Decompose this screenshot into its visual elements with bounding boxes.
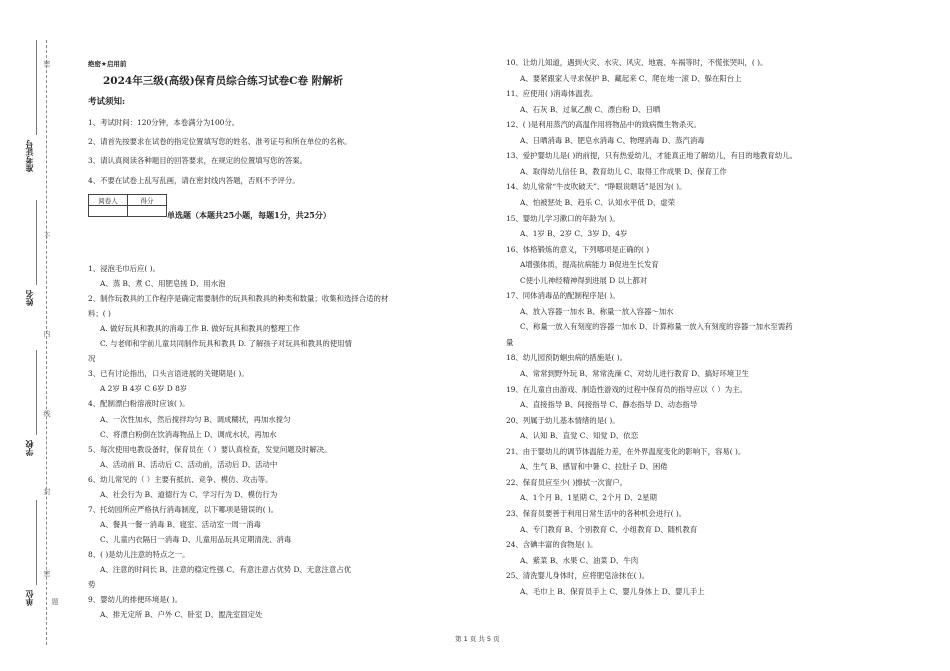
seal-char: 内	[43, 330, 51, 337]
question-line: 1、浸泡毛巾后应( )。	[88, 264, 160, 273]
question-line: 料；( )	[88, 309, 111, 319]
question-line: 13、爱护婴幼儿是( )的前提，只有热爱幼儿，才能真正地了解幼儿，有目的地教育幼儿。	[506, 151, 797, 161]
question-line: A、排无定所 B、户外 C、卧室 D、盥洗室固定处	[100, 610, 263, 620]
notice-line: 3、请认真阅读各种题目的回答要求，在规定的位置填写您的答案。	[88, 156, 308, 165]
question-line: C、儿童内衣隔日一消毒 D、儿童用品玩具定期清洗、消毒	[100, 534, 292, 544]
question-line: 22、保育员应至少( )擦拭一次窗户。	[506, 477, 627, 487]
exam-title: 2024年三级(高级)保育员综合练习试卷C卷 附解析	[103, 75, 344, 87]
question-line: A、餐具一餐一消毒 B、寝室、活动室一周一消毒	[100, 519, 261, 529]
score-table-score: 得分	[128, 195, 167, 206]
score-table	[88, 194, 167, 217]
question-line: C、将漂白粉倒在饮消毒物品上 D、调成水状，再加水	[100, 429, 277, 439]
notice-heading: 考试须知:	[88, 97, 126, 107]
question-line: A、常常到野外玩 B、常常洗澡 C、对幼儿进行教育 D、搞好环境卫生	[520, 369, 749, 378]
unit-blank	[36, 500, 37, 585]
question-line: 18、幼儿园预防蛔虫病的措施是( )。	[506, 353, 627, 363]
question-line: 19、在儿童自由游戏、制造性游戏的过程中保育员的指导应以（ ）为主。	[506, 384, 747, 394]
question-line: 24、含碘丰富的食物是( )。	[506, 540, 598, 550]
question-line: A、专门教育 B、个别教育 C、小组教育 D、随机教育	[520, 524, 698, 534]
question-line: A、取得幼儿信任 B、教育幼儿 C、取得工作成果 D、保育工作	[520, 166, 727, 176]
question-line: 25、清洗婴儿身体时，应将肥皂涂抹在( )。	[506, 571, 650, 581]
question-line: 3、已有讨论指出，口头言语进展的关键期是( )。	[88, 369, 249, 379]
question-line: 16、体格锻炼的意义，下列哪项是正确的( )	[506, 244, 650, 254]
question-line: A、直接指导 B、间接指导 C、静态指导 D、动态指导	[520, 400, 698, 410]
school-label: 学校	[25, 440, 34, 456]
question-line: 7、托幼园所应严格执行消毒制度，以下哪项是错误的( )。	[88, 504, 279, 514]
question-line: A. 做好玩具和教具的消毒工作 B. 做好玩具和教具的整理工作	[100, 324, 300, 334]
question-line: 17、同体消毒品的配制程序是( )。	[506, 291, 620, 301]
question-line: A、蒸 B、煮 C、用肥皂搓 D、用水泡	[100, 279, 226, 289]
question-line: 20、列属于幼儿基本情绪的是( )。	[506, 415, 620, 425]
school-blank	[36, 350, 37, 435]
question-line: A、日晒消毒 B、肥皂水消毒 C、物理消毒 D、蒸汽消毒	[520, 135, 705, 145]
question-line: 12、( )是利用蒸汽的高温作用将物品中的致病微生物杀灭。	[506, 120, 701, 130]
question-line: A、放入容器一加水 B、称量一放入容器～加水	[520, 306, 674, 316]
page-footer: 第 1 页 共 5 页	[455, 635, 500, 643]
question-line: 21、由于婴幼儿的调节体温能力差，在外界温度变化的影响下，容易( )。	[506, 446, 746, 456]
exam-id-label: 准考证号	[25, 140, 34, 172]
seal-dashed-line	[46, 40, 47, 645]
name-blank	[36, 200, 37, 285]
question-line: 14、幼儿常常“牛皮吹破天”、“睁眼说瞎话”是因为( )。	[506, 182, 687, 192]
seal-char: 不	[43, 232, 51, 239]
question-line: A、生气 B、感冒和中暑 C、拉肚子 D、困倦	[520, 462, 668, 472]
question-line: A、毛巾上 B、保育员手上 C、婴儿身体上 D、婴儿手上	[520, 586, 705, 596]
question-line: 8、( )是幼儿注意的特点之一。	[88, 549, 190, 559]
question-line: A 2岁 B 4岁 C 6岁 D 8岁	[100, 384, 188, 394]
question-line: 10、让幼儿知道，遇到火灾、水灾、风灾、地震、车祸等时，不慌张哭叫，( )。	[506, 58, 768, 67]
question-line: A、1岁 B、2岁 C、3岁 D、4岁	[520, 229, 628, 239]
question-line: 量	[506, 337, 514, 347]
question-line: 2、制作玩教具的工作程序是确定需要制作的玩具和教具的种类和数量；收集和选择合适的材	[88, 294, 389, 304]
question-line: A、要紧跟家人寻求保护 B、藏起来 C、爬在地一滚 D、躲在阳台上	[520, 73, 742, 83]
seal-char: 密	[43, 60, 51, 67]
score-table-score-cell[interactable]	[128, 206, 167, 217]
question-line: 9、婴幼儿的排便环境是( )。	[88, 595, 183, 605]
seal-char: 封	[43, 488, 51, 495]
question-line: A、1个月 B、1星期 C、2个月 D、2星期	[520, 493, 657, 503]
question-line: 6、幼儿常见的（ ）主要有抵抗、竞争、模仿、攻击等。	[88, 474, 273, 484]
notice-line: 1、考试时间：120分钟，本卷满分为100分。	[88, 118, 240, 127]
question-line: A、社会行为 B、道德行为 C、学习行为 D、模仿行为	[100, 489, 278, 499]
seal-char: 密	[43, 570, 51, 577]
question-line: A、活动前 B、活动后 C、活动前，活动后 D、活动中	[100, 459, 278, 469]
score-table-reviewer-cell[interactable]	[89, 206, 128, 217]
question-line: 势	[88, 580, 96, 590]
question-line: A、怕被惩处 B、趋乐 C、认知水平低 D、虚荣	[520, 197, 676, 207]
unit-label: 单位	[25, 590, 34, 606]
secret-mark: 绝密★启用前	[88, 60, 127, 68]
binding-strip	[20, 0, 70, 671]
question-line: A、注意的时间长 B、注意的稳定性强 C、有意注意占优势 D、无意注意占优	[100, 565, 352, 574]
notice-line: 2、请首先按要求在试卷的指定位置填写您的姓名、准考证号和所在单位的名称。	[88, 137, 352, 146]
question-line: C使小儿神经精神得到进展 D 以上都对	[520, 275, 648, 285]
exam-id-blank	[36, 40, 37, 135]
question-line: A、石灰 B、过氧乙酸 C、漂白粉 D、日晒	[520, 104, 661, 114]
question-line: A增强体质，提高抗病能力 B促进生长发育	[520, 260, 659, 270]
score-table-reviewer: 阅卷人	[89, 195, 128, 206]
notice-line: 4、不要在试卷上乱写乱画，请在密封线内答题，否则不予评分。	[88, 176, 300, 185]
seal-char: 题	[51, 598, 59, 605]
section-title: 单选题（本题共25小题，每题1分，共25分）	[167, 210, 331, 220]
question-line: 11、应使用( )消毒体温表。	[506, 89, 598, 99]
question-line: C、称量一放入有刻度的容器一加水 D、计算称量一放入有刻度的容器一加水至需药	[520, 322, 793, 332]
question-line: 况	[88, 354, 96, 364]
question-line: 15、婴幼儿学习漱口的年龄为( )。	[506, 213, 620, 223]
name-label: 姓名	[25, 290, 34, 306]
seal-char: 线	[43, 410, 51, 417]
question-line: C. 与老师和学前儿童共同制作玩具和教具 D. 了解孩子对玩具和教具的使用情	[100, 339, 352, 349]
question-line: A、认知 B、直觉 C、知觉 D、依恋	[520, 431, 639, 441]
question-line: 23、保育员要善于利用日常生活中的各种机会进行( )。	[506, 508, 687, 518]
question-line: 4、配制漂白粉溶液时应该( )。	[88, 399, 190, 409]
question-line: 5、每次使用电教设备时，保育员在（ ）要认真检查，发觉问题及时解决。	[88, 444, 332, 454]
question-line: A、紫菜 B、水果 C、油菜 D、牛肉	[520, 555, 639, 565]
question-line: A、一次性加水，然后搅拌均匀 B、调成糊状，再加水搅匀	[100, 414, 291, 424]
